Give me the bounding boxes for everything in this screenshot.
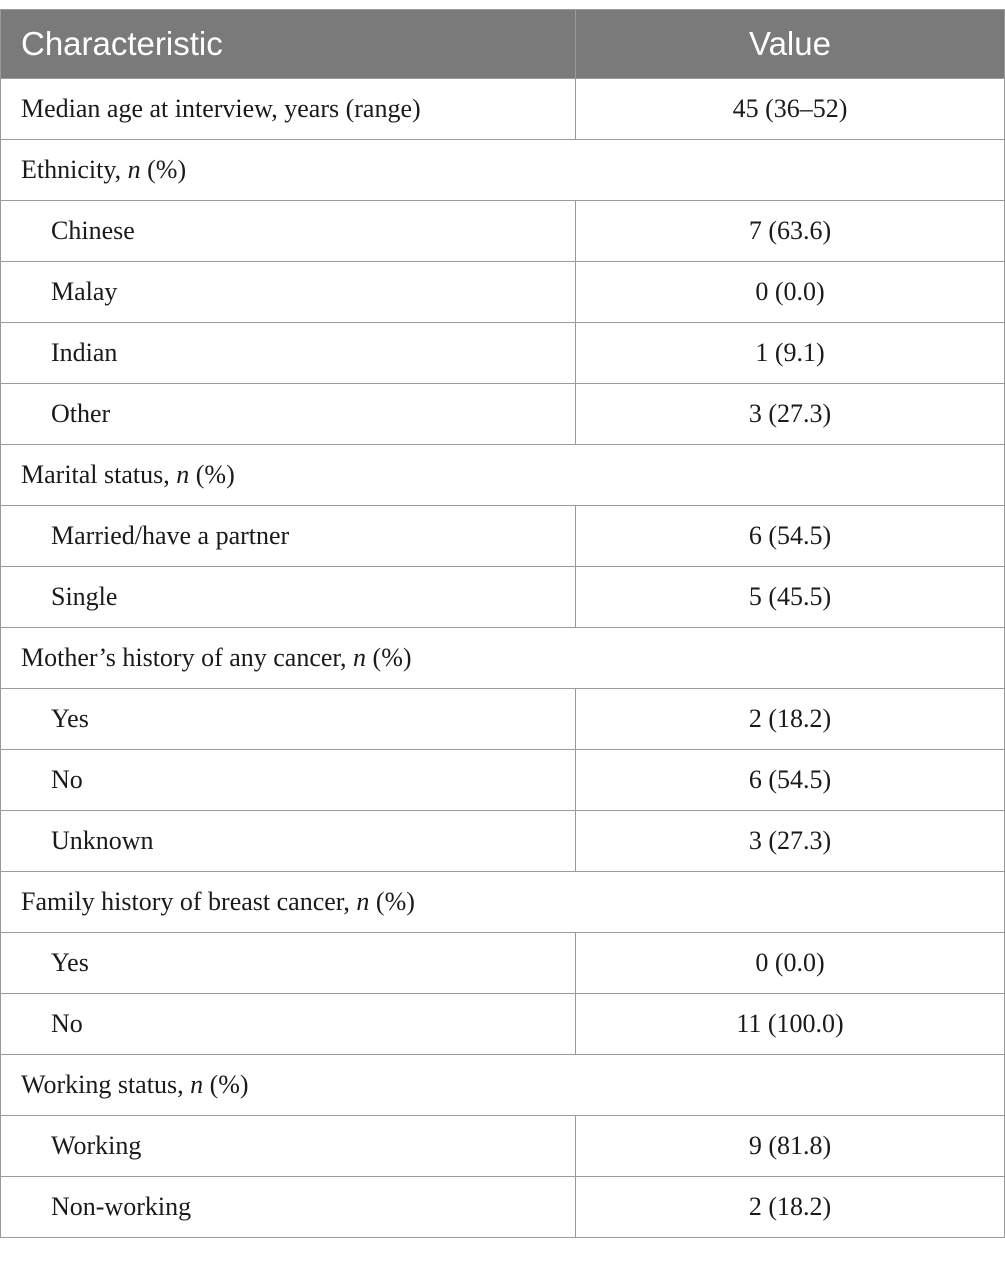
table-row	[1, 506, 1005, 567]
row-label: Malay	[1, 262, 576, 323]
table-row	[1, 384, 1005, 445]
row-label: Non-working	[1, 1177, 576, 1238]
characteristics-table	[0, 9, 1005, 1238]
group-label: Family history of breast cancer, n (%)	[1, 872, 1005, 933]
row-value: 6 (54.5)	[576, 750, 1005, 811]
row-label: No	[1, 750, 576, 811]
row-label: Other	[1, 384, 576, 445]
row-label: Median age at interview, years (range)	[1, 79, 576, 140]
row-value: 0 (0.0)	[576, 262, 1005, 323]
row-value: 7 (63.6)	[576, 201, 1005, 262]
row-value: 2 (18.2)	[576, 689, 1005, 750]
row-value: 3 (27.3)	[576, 384, 1005, 445]
header-value: Value	[576, 10, 1005, 79]
row-value: 9 (81.8)	[576, 1116, 1005, 1177]
group-label: Ethnicity, n (%)	[1, 140, 1005, 201]
table-row	[1, 1177, 1005, 1238]
row-value: 11 (100.0)	[576, 994, 1005, 1055]
row-value: 45 (36–52)	[576, 79, 1005, 140]
table-row	[1, 811, 1005, 872]
table-row	[1, 567, 1005, 628]
row-label: Single	[1, 567, 576, 628]
group-row-marital	[1, 445, 1005, 506]
table-row	[1, 201, 1005, 262]
row-value: 0 (0.0)	[576, 933, 1005, 994]
row-label: No	[1, 994, 576, 1055]
row-label: Chinese	[1, 201, 576, 262]
table-row	[1, 689, 1005, 750]
header-characteristic: Characteristic	[1, 10, 576, 79]
group-row-ethnicity	[1, 140, 1005, 201]
group-label: Marital status, n (%)	[1, 445, 1005, 506]
table-row	[1, 933, 1005, 994]
row-value: 6 (54.5)	[576, 506, 1005, 567]
table-row	[1, 323, 1005, 384]
header-row	[1, 10, 1005, 79]
group-label: Working status, n (%)	[1, 1055, 1005, 1116]
table-row	[1, 79, 1005, 140]
row-label: Yes	[1, 689, 576, 750]
row-value: 3 (27.3)	[576, 811, 1005, 872]
row-value: 2 (18.2)	[576, 1177, 1005, 1238]
row-value: 5 (45.5)	[576, 567, 1005, 628]
group-row-working	[1, 1055, 1005, 1116]
group-row-family-history	[1, 872, 1005, 933]
group-row-mother-history	[1, 628, 1005, 689]
row-label: Working	[1, 1116, 576, 1177]
row-label: Married/have a partner	[1, 506, 576, 567]
group-label: Mother’s history of any cancer, n (%)	[1, 628, 1005, 689]
row-label: Unknown	[1, 811, 576, 872]
table-row	[1, 994, 1005, 1055]
row-label: Indian	[1, 323, 576, 384]
table-row	[1, 262, 1005, 323]
table-row	[1, 750, 1005, 811]
table-row	[1, 1116, 1005, 1177]
row-value: 1 (9.1)	[576, 323, 1005, 384]
row-label: Yes	[1, 933, 576, 994]
